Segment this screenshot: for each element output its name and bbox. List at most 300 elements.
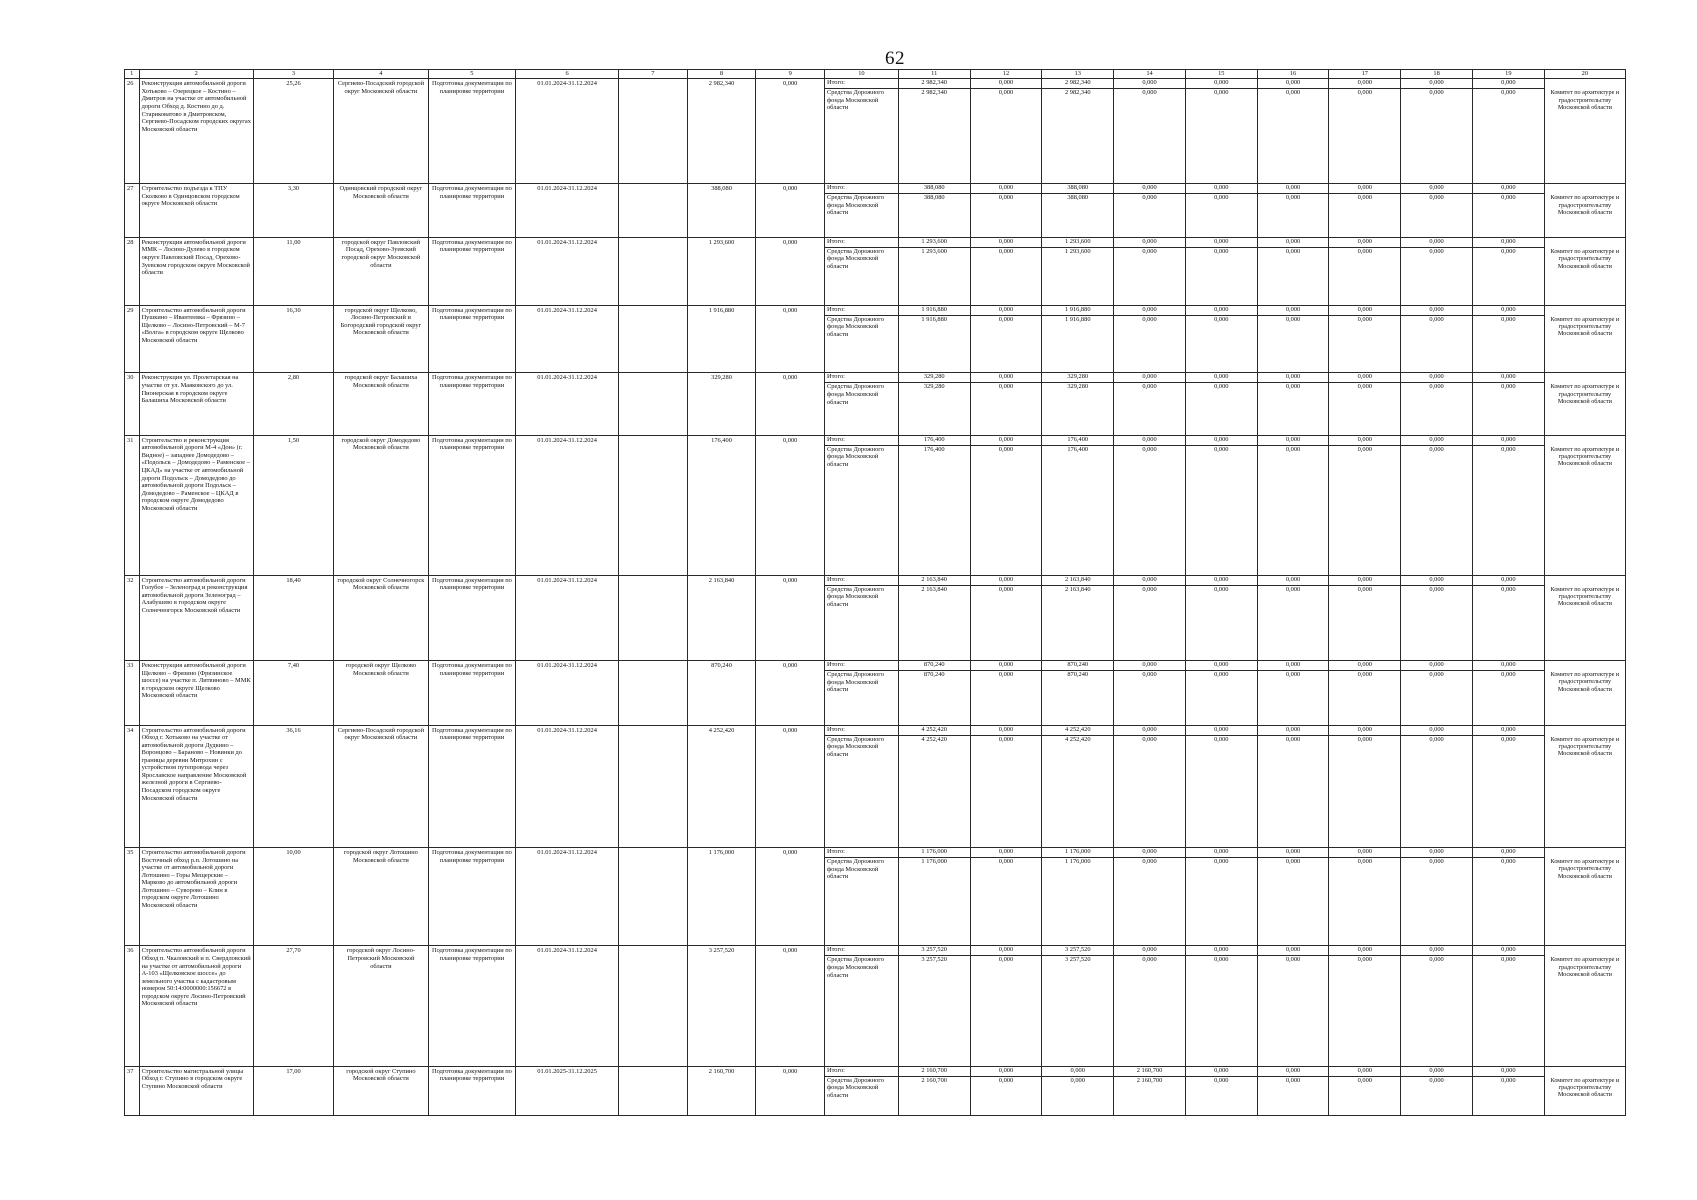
estimated-cost: 4 252,420 [687,725,756,847]
estimated-cost: 2 982,340 [687,79,756,184]
total-amount: 0,000 [1258,848,1329,858]
total-amount: 0,000 [1258,184,1329,194]
total-amount: 0,000 [1258,306,1329,316]
total-amount: 0,000 [1473,576,1544,586]
source-amount: 0,000 [1142,89,1157,97]
responsible-body: Комитет по архитектуре и градостроительству Московской области [1544,661,1625,726]
financing-total-label: Итого: [825,436,898,446]
work-type: Подготовка документации по планировке территории [428,725,515,847]
column-7-value [619,373,688,435]
source-amount: 0,000 [1357,315,1372,323]
total-amount: 0,000 [1329,79,1400,89]
financing-amount-cell [1257,661,1329,726]
financing-amount-cell [1472,848,1544,946]
column-number: 7 [619,70,688,79]
total-amount: 0,000 [1186,576,1257,586]
object-location: городской округ Щелково Московской области [334,661,429,726]
work-period: 01.01.2024-31.12.2024 [516,435,619,575]
financing-amount-cell [1329,184,1401,238]
total-amount: 0,000 [1473,373,1544,383]
object-location: Сергиево-Посадский городской округ Московской области [334,725,429,847]
column-number: 3 [253,70,333,79]
object-location: Одинцовский городской округ Московской области [334,184,429,238]
estimated-cost: 1 916,880 [687,305,756,373]
financing-amount-cell [1114,305,1186,373]
total-amount: 388,080 [1042,184,1113,194]
total-amount: 176,400 [899,436,970,446]
financing-source-label: Средства Дорожного фонда Московской области [826,585,884,608]
financing-amount-cell [1114,373,1186,435]
source-amount: 0,000 [1429,1076,1444,1084]
object-name: Строительство автомобильной дороги Обход г. Хотьково на участке от автомобильной дороги Дудкино – Воронцово – Бараново – Новинки до границы деревни Митрохин с устройством путепровода через Ярославское направление Московской железной дороги в Сергиево-Посадском городском округе Московской области [139,725,253,847]
row-number: 28 [125,237,140,305]
financing-amount-cell [970,848,1042,946]
financing-amount-cell [1401,237,1473,305]
source-amount: 0,000 [998,956,1014,964]
source-amount: 0,000 [1142,383,1157,391]
financing-amount-cell [970,1066,1042,1115]
column-7-value [619,661,688,726]
total-amount: 0,000 [1186,726,1257,736]
source-amount: 0,000 [1070,1076,1085,1084]
total-amount: 0,000 [1401,373,1472,383]
total-amount: 0,000 [1473,946,1544,956]
source-amount: 0,000 [1357,383,1372,391]
source-amount: 1 176,000 [921,858,947,866]
total-amount: 1 176,000 [899,848,970,858]
table-row [125,373,1626,435]
financing-amount-cell [1042,305,1114,373]
total-amount: 0,000 [1258,373,1329,383]
source-amount: 0,000 [998,585,1014,593]
estimated-cost: 388,080 [687,184,756,238]
column-7-value [619,237,688,305]
source-amount: 0,000 [1501,247,1516,255]
financing-amount-cell [1257,725,1329,847]
table-row [125,237,1626,305]
source-amount: 0,000 [998,315,1014,323]
table-row [125,184,1626,238]
source-amount: 0,000 [1501,1076,1516,1084]
total-amount: 0,000 [971,848,1042,858]
total-amount: 0,000 [1473,436,1544,446]
total-amount: 0,000 [1114,726,1185,736]
capacity-value: 2,80 [253,373,333,435]
financing-amount-cell [1185,725,1257,847]
capacity-value: 11,00 [253,237,333,305]
source-amount: 0,000 [1429,735,1444,743]
financing-amount-cell [898,946,970,1066]
responsible-body: Комитет по архитектуре и градостроительству Московской области [1544,725,1625,847]
source-amount: 0,000 [1429,445,1444,453]
total-amount: 870,240 [899,661,970,671]
financing-amount-cell [1042,184,1114,238]
source-amount: 0,000 [998,735,1014,743]
financing-amount-cell [1257,435,1329,575]
source-amount: 0,000 [1357,671,1372,679]
financing-amount-cell [1185,373,1257,435]
source-amount: 2 160,700 [921,1076,947,1084]
financing-amount-cell [1472,373,1544,435]
financing-sources [824,373,898,435]
source-amount: 0,000 [1357,956,1372,964]
financing-amount-cell [970,373,1042,435]
financing-amount-cell [1257,848,1329,946]
column-number: 11 [898,70,970,79]
financing-sources [824,435,898,575]
source-amount: 0,000 [1501,585,1516,593]
financing-total-label: Итого: [825,576,898,586]
source-amount: 0,000 [1285,89,1301,97]
total-amount: 0,000 [1258,79,1329,89]
financing-amount-cell [1042,575,1114,660]
work-period: 01.01.2025-31.12.2025 [516,1066,619,1115]
total-amount: 0,000 [1401,576,1472,586]
estimated-cost: 329,280 [687,373,756,435]
total-amount: 0,000 [971,726,1042,736]
total-amount: 0,000 [971,238,1042,248]
financing-source-label: Средства Дорожного фонда Московской области [826,247,884,270]
total-amount: 0,000 [1258,436,1329,446]
source-amount: 0,000 [998,89,1014,97]
total-amount: 0,000 [1186,436,1257,446]
column-number: 2 [139,70,253,79]
total-amount: 2 163,840 [899,576,970,586]
table-row [125,1066,1626,1115]
total-amount: 0,000 [1258,726,1329,736]
column-9-value: 0,000 [756,305,825,373]
source-amount: 0,000 [1214,194,1229,202]
work-type: Подготовка документации по планировке территории [428,237,515,305]
financing-amount-cell [1114,661,1186,726]
source-amount: 0,000 [998,858,1014,866]
financing-amount-cell [1257,184,1329,238]
financing-amount-cell [970,946,1042,1066]
source-amount: 0,000 [1501,383,1516,391]
financing-amount-cell [1401,79,1473,184]
source-amount: 0,000 [1214,585,1229,593]
financing-amount-cell [1114,946,1186,1066]
total-amount: 0,000 [1186,238,1257,248]
source-amount: 0,000 [1357,89,1372,97]
total-amount: 0,000 [1329,306,1400,316]
financing-sources [824,79,898,184]
financing-sources [824,848,898,946]
work-period: 01.01.2024-31.12.2024 [516,575,619,660]
work-period: 01.01.2024-31.12.2024 [516,725,619,847]
row-number: 33 [125,661,140,726]
source-amount: 0,000 [1142,585,1157,593]
work-type: Подготовка документации по планировке территории [428,79,515,184]
financing-amount-cell [1472,575,1544,660]
financing-total-label: Итого: [825,946,898,956]
source-amount: 0,000 [1501,194,1516,202]
source-amount: 0,000 [1429,89,1444,97]
financing-amount-cell [898,661,970,726]
row-number: 26 [125,79,140,184]
financing-sources [824,1066,898,1115]
financing-sources [824,237,898,305]
financing-total-label: Итого: [825,726,898,736]
source-amount: 388,080 [923,194,945,202]
row-number: 35 [125,848,140,946]
work-type: Подготовка документации по планировке территории [428,435,515,575]
responsible-body: Комитет по архитектуре и градостроительству Московской области [1544,237,1625,305]
column-7-value [619,1066,688,1115]
total-amount: 0,000 [1186,79,1257,89]
source-amount: 0,000 [1357,247,1372,255]
source-amount: 0,000 [1429,585,1444,593]
table-row [125,848,1626,946]
financing-amount-cell [1329,79,1401,184]
total-amount: 0,000 [1258,661,1329,671]
source-amount: 0,000 [1285,445,1301,453]
column-7-value [619,184,688,238]
financing-amount-cell [1257,575,1329,660]
financing-amount-cell [1042,373,1114,435]
total-amount: 0,000 [1329,184,1400,194]
financing-amount-cell [1257,1066,1329,1115]
source-amount: 0,000 [1214,445,1229,453]
financing-amount-cell [898,184,970,238]
total-amount: 0,000 [1258,576,1329,586]
column-number: 17 [1329,70,1401,79]
source-amount: 2 160,700 [1136,1076,1163,1084]
table-row [125,435,1626,575]
financing-total-label: Итого: [825,848,898,858]
object-name: Строительство автомобильной дороги Голубое – Зеленоград и реконструкция автомобильной дороги Зеленоград – Алабушево в городском округе Солнечногорск Московской области [139,575,253,660]
financing-amount-cell [1185,237,1257,305]
source-amount: 0,000 [1142,956,1157,964]
financing-sources [824,661,898,726]
total-amount: 2 982,340 [1042,79,1113,89]
total-amount: 0,000 [1114,306,1185,316]
financing-amount-cell [1114,184,1186,238]
financing-amount-cell [1472,661,1544,726]
source-amount: 329,280 [923,383,945,391]
financing-total-label: Итого: [825,1067,898,1077]
capacity-value: 25,26 [253,79,333,184]
column-9-value: 0,000 [756,661,825,726]
financing-amount-cell [970,305,1042,373]
financing-source-label: Средства Дорожного фонда Московской области [826,89,884,112]
source-amount: 0,000 [998,383,1014,391]
financing-source-label: Средства Дорожного фонда Московской области [826,735,884,758]
source-amount: 0,000 [1429,315,1444,323]
total-amount: 0,000 [1114,238,1185,248]
financing-amount-cell [1042,435,1114,575]
financing-amount-cell [1401,435,1473,575]
total-amount: 0,000 [1329,661,1400,671]
source-amount: 1 176,000 [1064,858,1091,866]
financing-amount-cell [1185,848,1257,946]
column-9-value: 0,000 [756,79,825,184]
financing-amount-cell [1472,237,1544,305]
total-amount: 4 252,420 [1042,726,1113,736]
source-amount: 0,000 [1285,858,1301,866]
financing-amount-cell [1185,1066,1257,1115]
financing-amount-cell [1329,848,1401,946]
source-amount: 0,000 [998,1076,1014,1084]
source-amount: 0,000 [1214,1076,1229,1084]
total-amount: 329,280 [1042,373,1113,383]
object-location: городской округ Лотошино Московской области [334,848,429,946]
work-period: 01.01.2024-31.12.2024 [516,79,619,184]
column-7-value [619,848,688,946]
column-9-value: 0,000 [756,725,825,847]
column-number: 14 [1114,70,1186,79]
total-amount: 0,000 [1401,1067,1472,1077]
total-amount: 0,000 [1401,238,1472,248]
capacity-value: 1,50 [253,435,333,575]
object-name: Реконструкция автомобильной дороги Щелково – Фрязино (Фрязинское шоссе) на участке п. Литвиново – ММК в городском округе Щелково Московской области [139,661,253,726]
column-7-value [619,725,688,847]
work-type: Подготовка документации по планировке территории [428,575,515,660]
source-amount: 0,000 [1285,247,1301,255]
total-amount: 0,000 [971,946,1042,956]
source-amount: 0,000 [1214,89,1229,97]
source-amount: 0,000 [1142,445,1157,453]
source-amount: 870,240 [923,671,945,679]
column-9-value: 0,000 [756,435,825,575]
financing-amount-cell [1401,184,1473,238]
financing-total-label: Итого: [825,306,898,316]
source-amount: 0,000 [998,247,1014,255]
financing-amount-cell [898,1066,970,1115]
estimated-cost: 1 176,000 [687,848,756,946]
work-type: Подготовка документации по планировке территории [428,848,515,946]
total-amount: 0,000 [1114,848,1185,858]
table-row [125,946,1626,1066]
total-amount: 0,000 [971,436,1042,446]
total-amount: 0,000 [1473,79,1544,89]
financing-amount-cell [1185,79,1257,184]
column-7-value [619,79,688,184]
financing-amount-cell [1042,661,1114,726]
row-number: 36 [125,946,140,1066]
capacity-value: 16,30 [253,305,333,373]
source-amount: 0,000 [1214,858,1229,866]
total-amount: 0,000 [1401,184,1472,194]
source-amount: 0,000 [998,671,1014,679]
source-amount: 0,000 [1214,315,1229,323]
row-number: 30 [125,373,140,435]
object-location: городской округ Домодедово Московской области [334,435,429,575]
financing-source-label: Средства Дорожного фонда Московской области [826,858,884,881]
total-amount: 0,000 [1401,79,1472,89]
source-amount: 0,000 [998,445,1014,453]
estimated-cost: 870,240 [687,661,756,726]
source-amount: 0,000 [1142,194,1157,202]
financing-amount-cell [1329,305,1401,373]
total-amount: 0,000 [1114,373,1185,383]
work-period: 01.01.2024-31.12.2024 [516,305,619,373]
total-amount: 0,000 [1186,373,1257,383]
financing-amount-cell [1329,237,1401,305]
source-amount: 0,000 [1357,735,1372,743]
total-amount: 176,400 [1042,436,1113,446]
financing-amount-cell [1401,725,1473,847]
financing-amount-cell [1472,725,1544,847]
source-amount: 870,240 [1067,671,1089,679]
financing-amount-cell [1329,373,1401,435]
financing-amount-cell [1401,848,1473,946]
total-amount: 3 257,520 [899,946,970,956]
object-name: Реконструкция автомобильной дороги ММК – Лосино-Дулево в городском округе Павловский Посад, Орехово-Зуевском городском округе Московской области [139,237,253,305]
financing-sources [824,575,898,660]
financing-amount-cell [1042,725,1114,847]
total-amount: 0,000 [1329,726,1400,736]
table-row [125,79,1626,184]
source-amount: 0,000 [1142,858,1157,866]
object-location: городской округ Балашиха Московской области [334,373,429,435]
column-number: 20 [1544,70,1625,79]
financing-amount-cell [970,575,1042,660]
estimated-cost: 3 257,520 [687,946,756,1066]
column-number: 5 [428,70,515,79]
financing-amount-cell [1472,305,1544,373]
investment-program-table [124,69,1626,1116]
financing-amount-cell [1401,575,1473,660]
financing-amount-cell [1042,848,1114,946]
total-amount: 0,000 [1329,946,1400,956]
row-number: 34 [125,725,140,847]
total-amount: 0,000 [1329,436,1400,446]
total-amount: 329,280 [899,373,970,383]
financing-amount-cell [898,79,970,184]
source-amount: 388,080 [1067,194,1089,202]
source-amount: 0,000 [1357,1076,1372,1084]
financing-amount-cell [1401,305,1473,373]
source-amount: 0,000 [1429,383,1444,391]
total-amount: 0,000 [1473,848,1544,858]
total-amount: 0,000 [1186,306,1257,316]
source-amount: 1 916,880 [1064,315,1091,323]
total-amount: 0,000 [1114,184,1185,194]
financing-amount-cell [1114,575,1186,660]
financing-amount-cell [1185,946,1257,1066]
row-number: 31 [125,435,140,575]
total-amount: 0,000 [1401,661,1472,671]
source-amount: 0,000 [1285,1076,1301,1084]
source-amount: 4 252,420 [1064,735,1091,743]
row-number: 32 [125,575,140,660]
financing-amount-cell [1114,79,1186,184]
source-amount: 0,000 [1429,858,1444,866]
source-amount: 0,000 [1214,735,1229,743]
source-amount: 2 163,840 [921,585,947,593]
source-amount: 0,000 [1501,858,1516,866]
financing-sources [824,305,898,373]
financing-amount-cell [970,435,1042,575]
responsible-body: Комитет по архитектуре и градостроительству Московской области [1544,184,1625,238]
column-number: 10 [824,70,898,79]
column-9-value: 0,000 [756,946,825,1066]
row-number: 29 [125,305,140,373]
financing-amount-cell [1401,373,1473,435]
financing-amount-cell [1257,79,1329,184]
work-type: Подготовка документации по планировке территории [428,1066,515,1115]
financing-amount-cell [1185,575,1257,660]
responsible-body: Комитет по архитектуре и градостроительству Московской области [1544,1066,1625,1115]
total-amount: 0,000 [1186,1067,1257,1077]
financing-amount-cell [1185,661,1257,726]
column-7-value [619,305,688,373]
source-amount: 2 163,840 [1064,585,1091,593]
financing-amount-cell [970,79,1042,184]
financing-amount-cell [1042,1066,1114,1115]
source-amount: 0,000 [1501,89,1516,97]
